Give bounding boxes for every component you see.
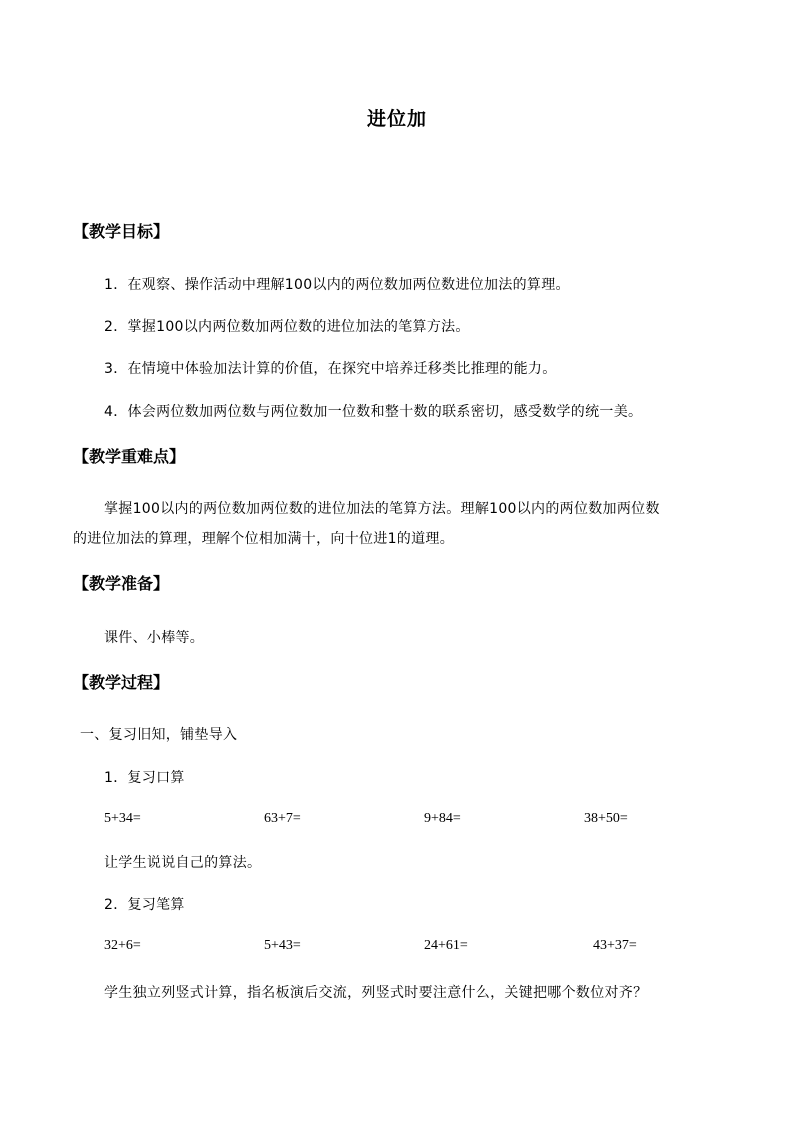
goal-item-4: 4．体会两位数加两位数与两位数加一位数和整十数的联系密切，感受数学的统一美。 [104, 404, 643, 420]
heading-teaching-goals: 【教学目标】 [73, 222, 170, 241]
heading-preparation: 【教学准备】 [73, 574, 170, 593]
written-math-item: 5+43= [264, 938, 301, 953]
process-sub2-note: 学生独立列竖式计算，指名板演后交流，列竖式时要注意什么，关键把哪个数位对齐？ [104, 985, 648, 1001]
goal-item-3: 3．在情境中体验加法计算的价值，在探究中培养迁移类比推理的能力。 [104, 361, 557, 377]
process-sub1-note: 让学生说说自己的算法。 [104, 855, 262, 871]
goal-item-1: 1．在观察、操作活动中理解100以内的两位数加两位数进位加法的算理。 [104, 277, 570, 293]
written-math-item: 43+37= [593, 938, 637, 953]
mental-math-item: 5+34= [104, 811, 141, 826]
document-title: 进位加 [366, 108, 427, 130]
heading-process: 【教学过程】 [73, 673, 170, 692]
written-math-item: 32+6= [104, 938, 141, 953]
heading-key-points: 【教学重难点】 [73, 447, 186, 466]
mental-math-item: 63+7= [264, 811, 301, 826]
process-part1-title: 一、复习旧知，铺垫导入 [80, 727, 238, 743]
process-sub1-title: 1．复习口算 [104, 770, 185, 786]
key-points-line-2: 的进位加法的算理，理解个位相加满十，向十位进1的道理。 [73, 531, 455, 547]
mental-math-item: 9+84= [424, 811, 461, 826]
goal-item-2: 2．掌握100以内两位数加两位数的进位加法的笔算方法。 [104, 319, 470, 335]
preparation-text: 课件、小棒等。 [104, 630, 205, 646]
mental-math-item: 38+50= [584, 811, 628, 826]
written-math-item: 24+61= [424, 938, 468, 953]
process-sub2-title: 2．复习笔算 [104, 897, 185, 913]
key-points-line-1: 掌握100以内的两位数加两位数的进位加法的笔算方法。理解100以内的两位数加两位数 [104, 501, 660, 517]
